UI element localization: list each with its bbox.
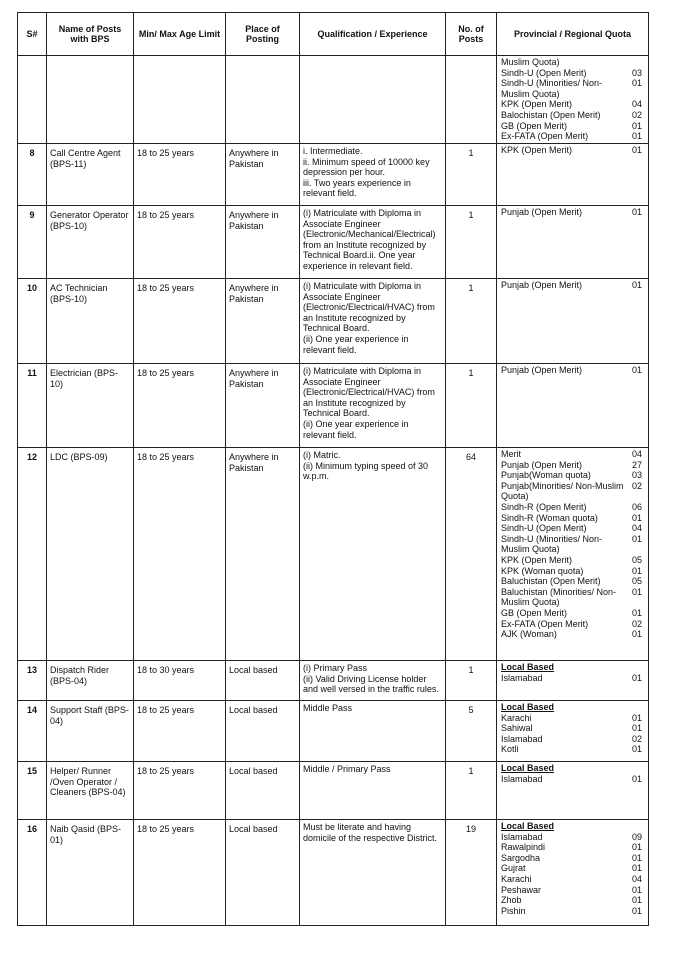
quota-cell	[497, 56, 649, 144]
quota-label: AJK (Woman)	[501, 629, 557, 640]
post-name: Call Centre Agent (BPS-11)	[47, 144, 134, 206]
qualification-line: (i) Primary Pass	[303, 663, 368, 673]
quota-cell	[497, 762, 649, 820]
qualification-cell	[300, 144, 446, 206]
quota-label: Muslim Quota)	[501, 57, 560, 67]
quota-cell	[497, 448, 649, 661]
quota-item	[497, 555, 648, 566]
quota-count: 01	[631, 207, 642, 217]
place-of-posting: Local based	[226, 820, 300, 926]
quota-item	[497, 121, 648, 132]
place-of-posting: Local based	[226, 701, 300, 762]
quota-item	[497, 502, 648, 513]
quota-count: 01	[631, 120, 642, 131]
quota-label: Ex-FATA (Open Merit)	[501, 131, 589, 142]
qualification-line: (ii) One year experience in relevant field.	[303, 333, 409, 355]
place-of-posting: Anywhere in Pakistan	[226, 448, 300, 661]
quota-label: Sindh-R (Open Merit)	[501, 501, 587, 512]
header-qualification: Qualification / Experience	[300, 13, 446, 56]
quota-item	[497, 723, 648, 734]
quota-cell	[497, 820, 649, 926]
quota-item	[497, 280, 648, 291]
age-limit: 18 to 25 years	[134, 820, 226, 926]
quota-item	[497, 895, 648, 906]
quota-label: Sindh-U (Open Merit)	[501, 67, 587, 78]
age-limit: 18 to 25 years	[134, 701, 226, 762]
quota-label: Islamabad	[501, 733, 543, 744]
quota-label: Local Based	[501, 662, 555, 672]
quota-count: 04	[631, 449, 642, 459]
serial-number: 10	[18, 279, 47, 364]
serial-number: 8	[18, 144, 47, 206]
serial-number: 9	[18, 206, 47, 279]
qualification-cell	[300, 206, 446, 279]
serial-number: 16	[18, 820, 47, 926]
quota-label: GB (Open Merit)	[501, 120, 568, 131]
quota-item	[497, 587, 648, 608]
quota-item	[497, 449, 648, 460]
quota-cell	[497, 364, 649, 448]
quota-count: 03	[631, 470, 642, 481]
quota-count: 01	[631, 672, 642, 683]
qualification-line: Must be literate and having domicile of the respective District.	[303, 822, 438, 843]
quota-label: Baluchistan (Open Merit)	[501, 576, 601, 587]
quota-label: Islamabad	[501, 831, 543, 842]
serial-number: 12	[18, 448, 47, 661]
table-row	[18, 206, 649, 279]
quota-count: 01	[631, 863, 642, 874]
quota-count: 05	[631, 576, 642, 587]
table-row	[18, 820, 649, 926]
number-of-posts: 1	[446, 762, 497, 820]
qualification-cell	[300, 661, 446, 701]
place-of-posting: Anywhere in Pakistan	[226, 364, 300, 448]
age-limit: 18 to 25 years	[134, 762, 226, 820]
header-quota: Provincial / Regional Quota	[497, 13, 649, 56]
qualification-line: Middle Pass	[303, 703, 353, 713]
quota-label: Islamabad	[501, 672, 543, 683]
quota-item	[497, 885, 648, 896]
qualification-line: Middle / Primary Pass	[303, 764, 391, 774]
quota-item	[497, 713, 648, 724]
qualification-line: (i) Matric.	[303, 450, 341, 460]
qualification-cell	[300, 56, 446, 144]
quota-item	[497, 523, 648, 534]
place-of-posting: Local based	[226, 661, 300, 701]
quota-label: Sindh-U (Minorities/ Non-Muslim Quota)	[501, 78, 603, 99]
quota-count: 01	[631, 773, 642, 784]
table-row	[18, 144, 649, 206]
quota-count: 01	[631, 852, 642, 863]
age-limit	[134, 56, 226, 144]
quota-cell	[497, 279, 649, 364]
quota-label: Gujrat	[501, 863, 526, 874]
place-of-posting: Anywhere in Pakistan	[226, 206, 300, 279]
post-name: Generator Operator (BPS-10)	[47, 206, 134, 279]
table-row	[18, 364, 649, 448]
quota-label: KPK (Open Merit)	[501, 554, 573, 565]
quota-label: Karachi	[501, 712, 532, 723]
quota-cell	[497, 661, 649, 701]
quota-count: 27	[631, 459, 642, 470]
quota-count: 03	[631, 67, 642, 78]
header-name: Name of Posts with BPS	[47, 13, 134, 56]
post-name	[47, 56, 134, 144]
quota-label: Islamabad	[501, 773, 543, 784]
number-of-posts: 5	[446, 701, 497, 762]
table-row	[18, 701, 649, 762]
quota-label: Local Based	[501, 821, 555, 831]
quota-count: 01	[631, 884, 642, 895]
serial-number: 11	[18, 364, 47, 448]
quota-item	[497, 78, 648, 99]
quota-item	[497, 131, 648, 142]
quota-count: 09	[631, 831, 642, 842]
quota-cell	[497, 144, 649, 206]
number-of-posts	[446, 56, 497, 144]
quota-count: 01	[631, 723, 642, 734]
table-row	[18, 56, 649, 144]
qualification-line: (ii) Minimum typing speed of 30 w.p.m.	[303, 460, 429, 482]
serial-number	[18, 56, 47, 144]
number-of-posts: 1	[446, 144, 497, 206]
age-limit: 18 to 30 years	[134, 661, 226, 701]
quota-count: 01	[631, 905, 642, 916]
qualification-cell	[300, 448, 446, 661]
serial-number: 15	[18, 762, 47, 820]
quota-label: Local Based	[501, 702, 555, 712]
header-row	[18, 13, 649, 56]
quota-label: GB (Open Merit)	[501, 607, 568, 618]
quota-count: 01	[631, 280, 642, 290]
quota-item	[497, 566, 648, 577]
quota-count: 01	[631, 565, 642, 576]
table-row	[18, 279, 649, 364]
quota-item	[497, 608, 648, 619]
qualification-line: (ii) One year experience in relevant field.	[303, 418, 409, 440]
quota-count: 02	[631, 109, 642, 120]
qualification-cell	[300, 820, 446, 926]
table-row	[18, 762, 649, 820]
quota-label: Sargodha	[501, 852, 541, 863]
place-of-posting: Anywhere in Pakistan	[226, 144, 300, 206]
quota-item	[497, 662, 648, 673]
quota-label: Peshawar	[501, 884, 542, 895]
quota-label: Merit	[501, 449, 521, 459]
quota-item	[497, 842, 648, 853]
table-body	[18, 56, 649, 926]
quota-count: 04	[631, 873, 642, 884]
quota-item	[497, 619, 648, 630]
quota-label: Punjab (Open Merit)	[501, 459, 583, 470]
quota-count: 02	[631, 618, 642, 629]
post-name: LDC (BPS-09)	[47, 448, 134, 661]
quota-item	[497, 470, 648, 481]
quota-count: 01	[631, 744, 642, 755]
table-row	[18, 661, 649, 701]
quota-item	[497, 853, 648, 864]
quota-item	[497, 99, 648, 110]
quota-item	[497, 481, 648, 502]
qualification-line: ii. Minimum speed of 10000 key depression per hour.	[303, 156, 430, 178]
quota-label: Kotli	[501, 744, 519, 755]
place-of-posting: Anywhere in Pakistan	[226, 279, 300, 364]
quota-item	[497, 110, 648, 121]
quota-label: Punjab(Woman quota)	[501, 470, 591, 481]
header-age: Min/ Max Age Limit	[134, 13, 226, 56]
quota-item	[497, 863, 648, 874]
quota-item	[497, 673, 648, 684]
header-place: Place of Posting	[226, 13, 300, 56]
quota-item	[497, 763, 648, 774]
quota-item	[497, 534, 648, 555]
quota-label: Sindh-U (Open Merit)	[501, 523, 587, 534]
quota-item	[497, 629, 648, 640]
quota-label: Local Based	[501, 763, 555, 773]
quota-label: Punjab(Minorities/ Non-Muslim Quota)	[501, 480, 624, 502]
qualification-line: (i) Matriculate with Diploma in Associate Engineer (Electronic/Mechanical/Electrical) from an Institute recognized by Technical Board.ii. One year experience in relevant field.	[303, 208, 436, 271]
quota-count: 04	[631, 99, 642, 110]
quota-item	[497, 576, 648, 587]
quota-item	[497, 68, 648, 79]
quota-label: Punjab (Open Merit)	[501, 280, 583, 290]
qualification-line: i. Intermediate.	[303, 146, 363, 156]
qualification-cell	[300, 701, 446, 762]
quota-count: 02	[631, 480, 642, 491]
quota-item	[497, 734, 648, 745]
job-posts-table	[17, 12, 649, 926]
quota-label: Zhob	[501, 895, 522, 906]
quota-label: Balochistan (Open Merit)	[501, 109, 601, 120]
post-name: Dispatch Rider (BPS-04)	[47, 661, 134, 701]
age-limit: 18 to 25 years	[134, 206, 226, 279]
number-of-posts: 1	[446, 206, 497, 279]
quota-item	[497, 906, 648, 917]
quota-item	[497, 774, 648, 785]
age-limit: 18 to 25 years	[134, 364, 226, 448]
quota-item	[497, 821, 648, 832]
quota-count: 01	[631, 365, 642, 375]
quota-count: 01	[631, 145, 642, 155]
quota-count: 01	[631, 78, 642, 89]
qualification-line: iii. Two years experience in relevant field.	[303, 177, 411, 199]
quota-label: Ex-FATA (Open Merit)	[501, 618, 589, 629]
age-limit: 18 to 25 years	[134, 279, 226, 364]
quota-item	[497, 702, 648, 713]
quota-count: 01	[631, 131, 642, 142]
quota-item	[497, 832, 648, 843]
qualification-line: (ii) Valid Driving License holder and well versed in the traffic rules.	[303, 673, 439, 695]
qualification-cell	[300, 364, 446, 448]
post-name: Electrician (BPS-10)	[47, 364, 134, 448]
quota-item	[497, 145, 648, 156]
quota-count: 04	[631, 523, 642, 534]
number-of-posts: 1	[446, 364, 497, 448]
quota-cell	[497, 701, 649, 762]
quota-count: 01	[631, 712, 642, 723]
place-of-posting	[226, 56, 300, 144]
header-sn: S#	[18, 13, 47, 56]
age-limit: 18 to 25 years	[134, 448, 226, 661]
quota-item	[497, 207, 648, 218]
quota-count: 01	[631, 629, 642, 640]
number-of-posts: 1	[446, 279, 497, 364]
quota-count: 06	[631, 501, 642, 512]
quota-label: KPK (Open Merit)	[501, 99, 573, 110]
quota-label: Baluchistan (Minorities/ Non-Muslim Quota)	[501, 586, 617, 608]
quota-count: 05	[631, 554, 642, 565]
header-posts: No. of Posts	[446, 13, 497, 56]
place-of-posting: Local based	[226, 762, 300, 820]
post-name: Support Staff (BPS-04)	[47, 701, 134, 762]
quota-count: 01	[631, 895, 642, 906]
quota-item	[497, 744, 648, 755]
quota-cell	[497, 206, 649, 279]
quota-label: Karachi	[501, 873, 532, 884]
serial-number: 13	[18, 661, 47, 701]
quota-item	[497, 513, 648, 524]
quota-count: 01	[631, 533, 642, 544]
quota-item	[497, 460, 648, 471]
post-name: Helper/ Runner /Oven Operator / Cleaners (BPS-04)	[47, 762, 134, 820]
quota-count: 01	[631, 607, 642, 618]
quota-label: Rawalpindi	[501, 842, 546, 853]
quota-item	[497, 57, 648, 68]
quota-count: 01	[631, 586, 642, 597]
quota-item	[497, 365, 648, 376]
qualification-cell	[300, 279, 446, 364]
post-name: AC Technician (BPS-10)	[47, 279, 134, 364]
quota-label: Sahiwal	[501, 723, 533, 734]
quota-label: KPK (Open Merit)	[501, 145, 573, 155]
number-of-posts: 19	[446, 820, 497, 926]
qualification-line: (i) Matriculate with Diploma in Associate Engineer (Electronic/Electrical/HVAC) from an Institute recognized by Technical Board.	[303, 366, 435, 419]
quota-label: Sindh-U (Minorities/ Non-Muslim Quota)	[501, 533, 603, 555]
qualification-line: (i) Matriculate with Diploma in Associate Engineer (Electronic/Electrical/HVAC) from an Institute recognized by Technical Board.	[303, 281, 435, 334]
serial-number: 14	[18, 701, 47, 762]
table-row	[18, 448, 649, 661]
quota-label: Punjab (Open Merit)	[501, 207, 583, 217]
quota-count: 01	[631, 512, 642, 523]
quota-label: KPK (Woman quota)	[501, 565, 584, 576]
quota-label: Punjab (Open Merit)	[501, 365, 583, 375]
number-of-posts: 64	[446, 448, 497, 661]
post-name: Naib Qasid (BPS-01)	[47, 820, 134, 926]
quota-count: 01	[631, 842, 642, 853]
number-of-posts: 1	[446, 661, 497, 701]
age-limit: 18 to 25 years	[134, 144, 226, 206]
quota-count: 02	[631, 733, 642, 744]
quota-label: Pishin	[501, 905, 526, 916]
quota-item	[497, 874, 648, 885]
quota-label: Sindh-R (Woman quota)	[501, 512, 598, 523]
qualification-cell	[300, 762, 446, 820]
